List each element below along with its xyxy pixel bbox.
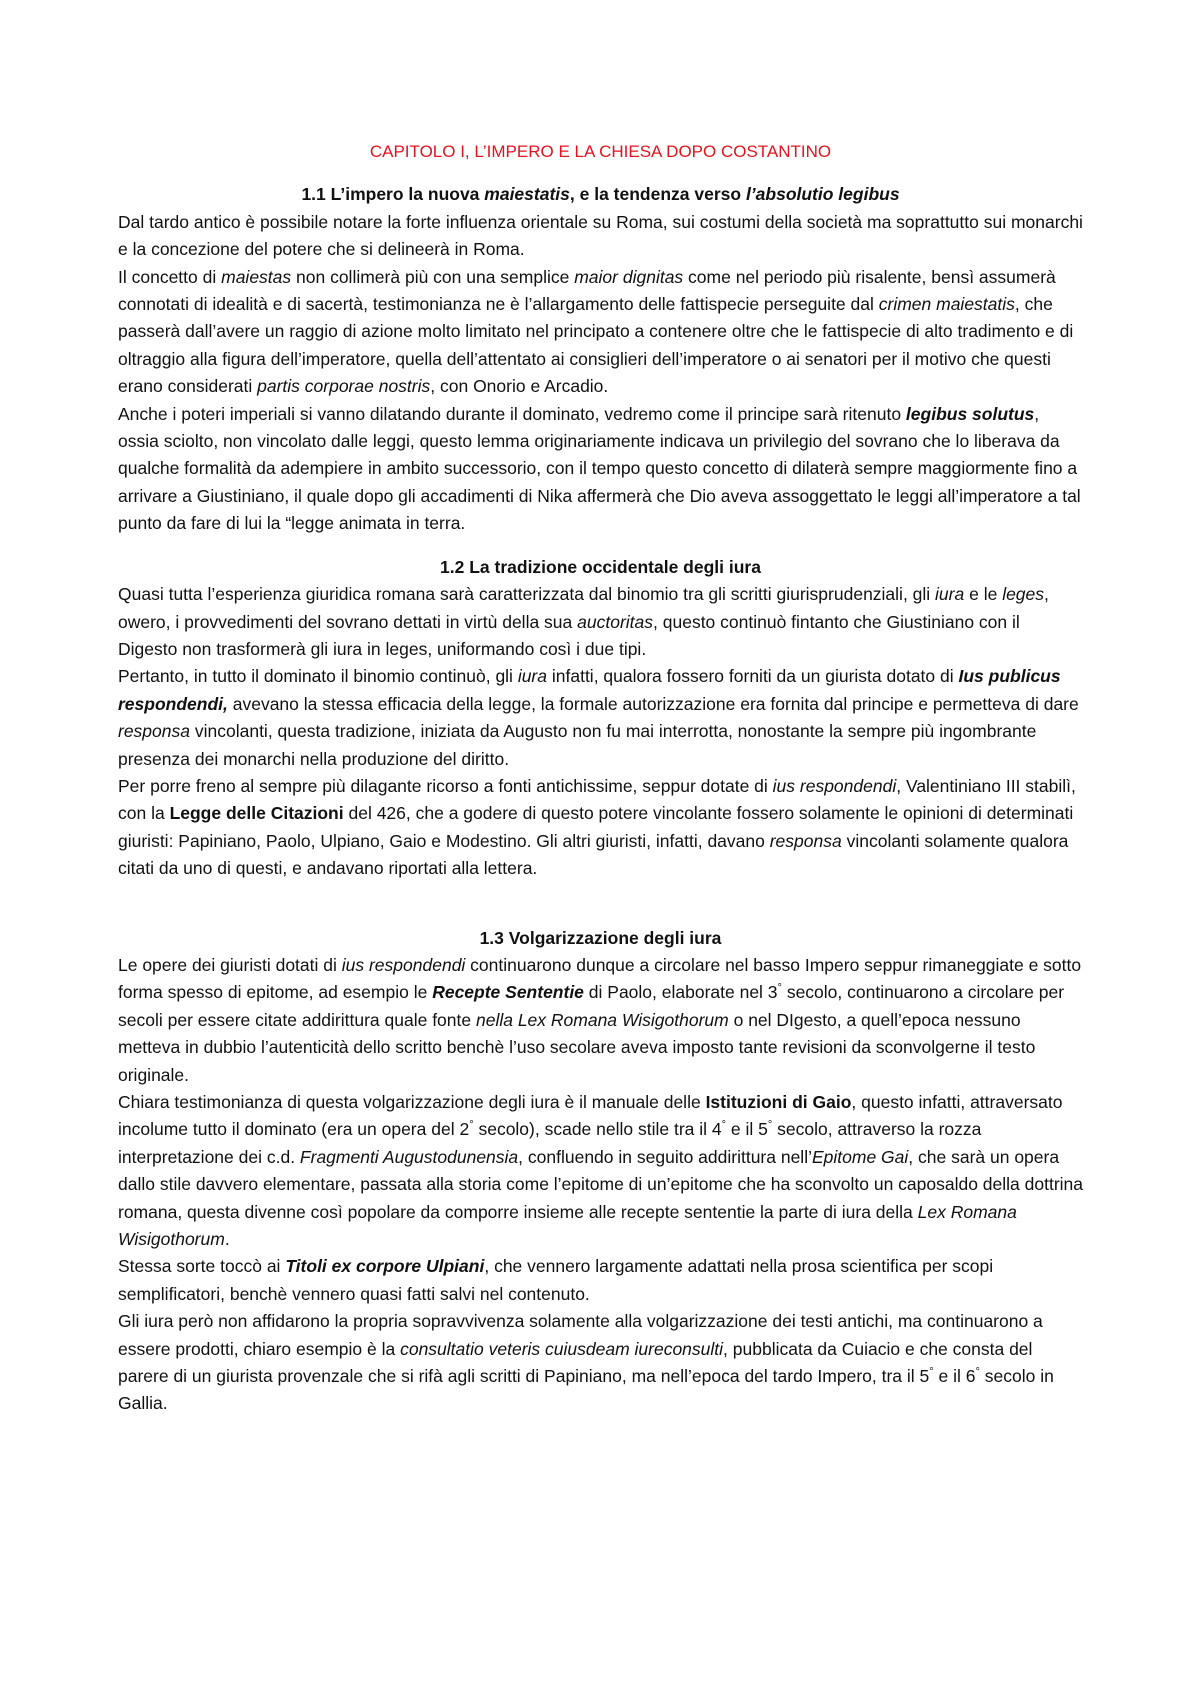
paragraph: Le opere dei giuristi dotati di ius respondendi continuarono dunque a circolare nel basso Impero seppur rimaneggiate e sotto forma spesso di epitome, ad esempio le Recepte Sententie di Paolo, elaborate nel 3° secolo, continuarono a circolare per secoli per essere citate addirittura quale fonte nella Lex Romana Wisigothorum o nel DIgesto, a quell’epoca nessuno metteva in dubbio l’autenticità dello scritto benchè l’uso secolare aveva imposto tante revisioni da sconvolgerne il testo originale. — [118, 954, 1082, 1085]
heading-italic: l’absolutio legibus — [745, 184, 900, 205]
heading-text: 1.1 L’impero la nuova — [301, 184, 485, 205]
heading-text: , e la tendenza verso — [569, 184, 746, 205]
paragraph: Pertanto, in tutto il dominato il binomio continuò, gli iura infatti, qualora fossero forniti da un giurista dotato di Ius publicus respondendi, avevano la stessa efficacia della legge, la formale autorizzazione era fornita dal principe e permetteva di dare responsa vincolanti, questa tradizione, iniziata da Augusto non fu mai interrotta, nonostante la sempre più ingombrante presenza dei monarchi nella produzione del diritto. — [118, 666, 1079, 769]
section-heading-1-3: 1.3 Volgarizzazione degli iura — [479, 927, 722, 948]
paragraph: Il concetto di maiestas non collimerà più con una semplice maior dignitas come nel periodo più risalente, bensì assumerà connotati di idealità e di sacertà, testimonianza ne è l’allargamento delle fattispecie perseguite dal crimen maiestatis, che passerà dall’avere un raggio di azione molto limitato nel principato a contenere oltre che le fattispecie di alto tradimento e di oltraggio alla figura dell’imperatore, quella dell’attentato ai consiglieri dell’imperatore o ai senatori per il motivo che questi erano considerati partis corporae nostris, con Onorio e Arcadio. — [118, 266, 1074, 397]
paragraph: Per porre freno al sempre più dilagante ricorso a fonti antichissime, seppur dotate di ius respondendi, Valentiniano III stabilì, con la Legge delle Citazioni del 426, che a godere di questo potere vincolante fossero solamente le opinioni di determinati giuristi: Papiniano, Paolo, Ulpiano, Gaio e Modestino. Gli altri giuristi, infatti, davano responsa vincolanti solamente qualora citati da uno di questi, e andavano riportati alla lettera. — [118, 775, 1076, 879]
chapter-title: CAPITOLO I, L’IMPERO E LA CHIESA DOPO COSTANTINO — [369, 142, 832, 161]
document-page — [118, 138, 1083, 1418]
paragraph: Chiara testimonianza di questa volgarizzazione degli iura è il manuale delle Istituzioni di Gaio, questo infatti, attraversato incolume tutto il dominato (era un opera del 2° secolo), scade nello stile tra il 4° e il 5° secolo, attraverso la rozza interpretazione dei c.d. Fragmenti Augustodunensia, confluendo in seguito addirittura nell’Epitome Gai, che sarà un opera dallo stile davvero elementare, passata alla storia come l’epitome di un’epitome che ha sconvolto un caposaldo della dottrina romana, questa divenne così popolare da comporre insieme alle recepte sententie la parte di iura della Lex Romana Wisigothorum. — [118, 1092, 1084, 1250]
heading-italic: maiestatis — [484, 184, 570, 205]
section-heading-1-1 — [118, 181, 1083, 208]
paragraph: Anche i poteri imperiali si vanno dilatando durante il dominato, vedremo come il principe sarà ritenuto legibus solutus, ossia sciolto, non vincolato dalle leggi, questo lemma originariamente indicava un privilegio del sovrano che lo liberava da qualche formalità da adempiere in ambito successorio, con il tempo questo concetto di dilaterà sempre maggiormente fino a arrivare a Giustiniano, il quale dopo gli accadimenti di Nika affermerà che Dio aveva assoggettato le leggi all’imperatore a tal punto da fare di lui la “legge animata in terra. — [118, 403, 1081, 534]
paragraph: Quasi tutta l’esperienza giuridica romana sarà caratterizzata dal binomio tra gli scritti giurisprudenziali, gli iura e le leges, owero, i provvedimenti del sovrano dettati in virtù della sua auctoritas, questo continuò fintanto che Giustiniano con il Digesto non trasformerà gli iura in leges, uniformando così i due tipi. — [118, 584, 1049, 659]
paragraph: Gli iura però non affidarono la propria sopravvivenza solamente alla volgarizzazione dei testi antichi, ma continuarono a essere prodotti, chiaro esempio è la consultatio veteris cuiusdeam iureconsulti, pubblicata da Cuiacio e che consta del parere di un giurista provenzale che si rifà agli scritti di Papiniano, ma nell’epoca del tardo Impero, tra il 5° e il 6° secolo in Gallia. — [118, 1311, 1054, 1414]
section-heading-1-2: 1.2 La tradizione occidentale degli iura — [440, 556, 761, 577]
paragraph: Dal tardo antico è possibile notare la forte influenza orientale su Roma, sui costumi della società ma soprattutto sui monarchi e la concezione del potere che si delineerà in Roma. — [118, 211, 1083, 260]
paragraph: Stessa sorte toccò ai Titoli ex corpore Ulpiani, che vennero largamente adattati nella prosa scientifica per scopi semplificatori, benchè vennero quasi fatti salvi nel contenuto. — [118, 1256, 994, 1304]
